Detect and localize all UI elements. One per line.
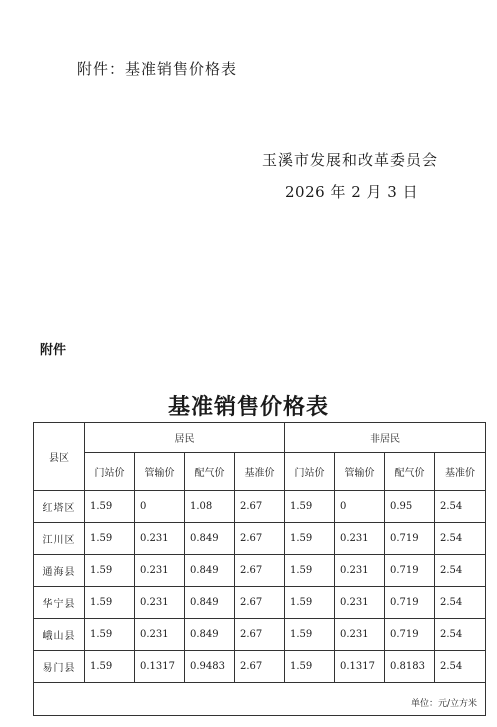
column-header: 门站价 — [85, 453, 135, 491]
resident-group-header: 居民 — [85, 423, 285, 453]
table-cell: 2.67 — [235, 491, 285, 523]
unit-row — [34, 683, 486, 716]
table-cell: 2.54 — [435, 651, 486, 683]
table-cell: 1.59 — [285, 587, 335, 619]
unit-note: 单位：元/立方米 — [34, 683, 486, 716]
table-cell: 0.231 — [135, 587, 185, 619]
non-resident-group-header: 非居民 — [285, 423, 486, 453]
table-row — [34, 587, 486, 619]
table-cell: 1.59 — [85, 587, 135, 619]
table-cell: 1.59 — [285, 491, 335, 523]
column-header: 门站价 — [285, 453, 335, 491]
county-cell: 通海县 — [34, 555, 85, 587]
column-header: 配气价 — [385, 453, 435, 491]
price-table — [33, 422, 486, 716]
table-cell: 0.231 — [135, 555, 185, 587]
issuer-name: 玉溪市发展和改革委员会 — [262, 151, 439, 169]
table-cell: 1.59 — [85, 619, 135, 651]
table-cell: 0.231 — [335, 523, 385, 555]
table-cell: 0.719 — [385, 523, 435, 555]
table-cell: 0.849 — [185, 555, 235, 587]
column-header-row — [34, 453, 486, 491]
table-cell: 2.67 — [235, 587, 285, 619]
table-cell: 0.231 — [135, 619, 185, 651]
table-row — [34, 555, 486, 587]
table-cell: 2.54 — [435, 587, 486, 619]
county-header: 县区 — [34, 423, 85, 491]
table-cell: 1.08 — [185, 491, 235, 523]
county-cell: 江川区 — [34, 523, 85, 555]
table-row — [34, 619, 486, 651]
table-cell: 1.59 — [85, 523, 135, 555]
table-cell: 2.67 — [235, 523, 285, 555]
table-cell: 0.719 — [385, 587, 435, 619]
column-header: 基准价 — [435, 453, 486, 491]
table-cell: 0.719 — [385, 619, 435, 651]
table-cell: 0.231 — [135, 523, 185, 555]
group-header-row — [34, 423, 486, 453]
table-cell: 2.67 — [235, 619, 285, 651]
column-header: 配气价 — [185, 453, 235, 491]
table-cell: 0.231 — [335, 619, 385, 651]
county-cell: 华宁县 — [34, 587, 85, 619]
table-cell: 0.1317 — [135, 651, 185, 683]
column-header: 管输价 — [335, 453, 385, 491]
table-cell: 0 — [135, 491, 185, 523]
column-header: 管输价 — [135, 453, 185, 491]
table-cell: 0.9483 — [185, 651, 235, 683]
table-row — [34, 651, 486, 683]
table-cell: 2.67 — [235, 651, 285, 683]
column-header: 基准价 — [235, 453, 285, 491]
table-cell: 1.59 — [285, 619, 335, 651]
table-cell: 1.59 — [85, 651, 135, 683]
county-cell: 易门县 — [34, 651, 85, 683]
table-cell: 0.849 — [185, 587, 235, 619]
table-cell: 2.54 — [435, 523, 486, 555]
table-cell: 0.849 — [185, 619, 235, 651]
table-cell: 1.59 — [285, 523, 335, 555]
table-cell: 1.59 — [285, 651, 335, 683]
table-cell: 0.849 — [185, 523, 235, 555]
table-cell: 0 — [335, 491, 385, 523]
table-cell: 2.54 — [435, 491, 486, 523]
table-cell: 0.231 — [335, 587, 385, 619]
table-cell: 1.59 — [85, 555, 135, 587]
table-cell: 0.8183 — [385, 651, 435, 683]
table-row — [34, 523, 486, 555]
table-cell: 1.59 — [85, 491, 135, 523]
table-cell: 0.719 — [385, 555, 435, 587]
table-cell: 0.231 — [335, 555, 385, 587]
attachment-title-line: 附件：基准销售价格表 — [77, 60, 238, 78]
table-cell: 2.54 — [435, 619, 486, 651]
table-row — [34, 491, 486, 523]
table-cell: 2.54 — [435, 555, 486, 587]
table-cell: 0.95 — [385, 491, 435, 523]
appendix-label: 附件 — [40, 343, 67, 358]
county-cell: 峨山县 — [34, 619, 85, 651]
table-cell: 1.59 — [285, 555, 335, 587]
table-cell: 2.67 — [235, 555, 285, 587]
table-title: 基准销售价格表 — [167, 395, 329, 420]
issue-date: 2026 年 2 月 3 日 — [285, 183, 419, 201]
county-cell: 红塔区 — [34, 491, 85, 523]
table-cell: 0.1317 — [335, 651, 385, 683]
